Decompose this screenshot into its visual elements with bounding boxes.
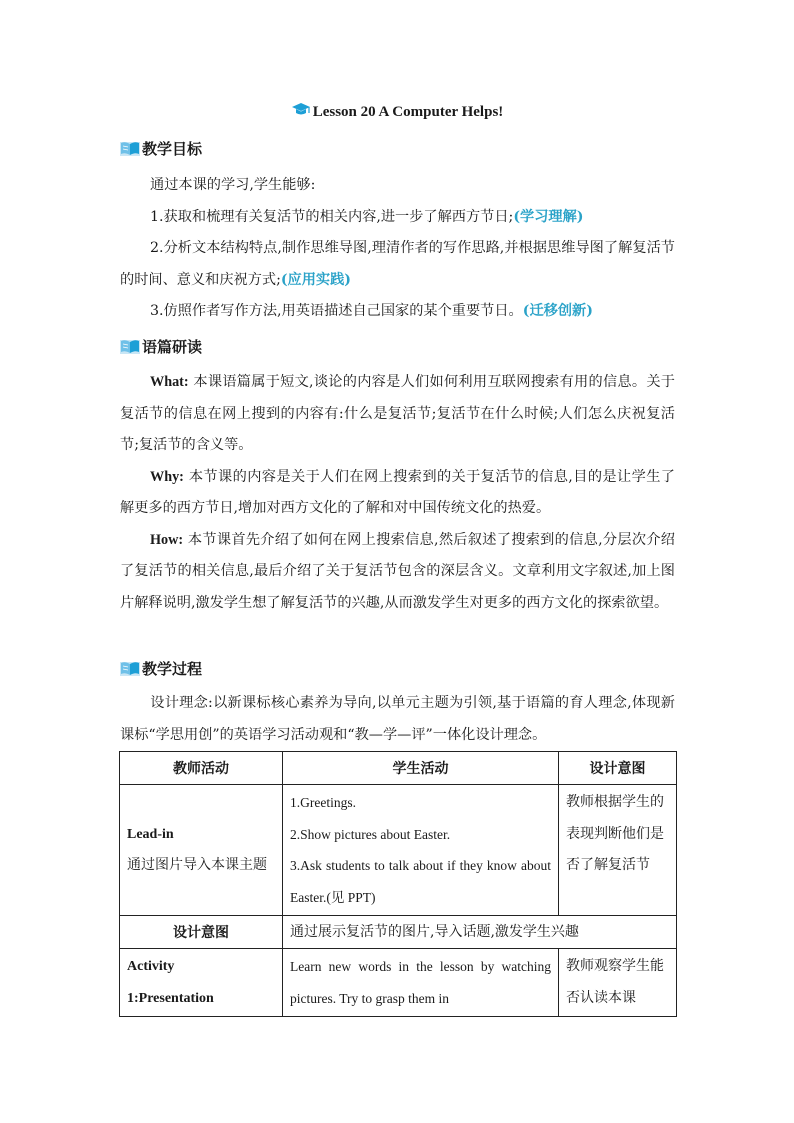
table-header: 教师活动: [120, 752, 283, 785]
table-cell: [283, 785, 559, 916]
table-row: [120, 949, 677, 1017]
lesson-title: [0, 102, 794, 123]
goal-tag: (迁移创新): [522, 303, 593, 319]
student-step: 3.Ask students to talk about if they know about Easter.(见 PPT): [290, 858, 551, 905]
leadin-desc: 通过图片导入本课主题: [127, 857, 267, 873]
goal-item-1: 1.获取和梳理有关复活节的相关内容,进一步了解西方节日;(学习理解): [150, 208, 584, 225]
table-cell: [120, 785, 283, 916]
section-heading-text: 语篇研读: [142, 337, 203, 356]
goal-item-3: 3.仿照作者写作方法,用英语描述自己国家的某个重要节日。(迁移创新): [150, 303, 593, 319]
section-heading-process: [120, 657, 202, 679]
table-cell: [559, 949, 677, 1017]
intent-text: 教师观察学生能否认读本课: [566, 958, 664, 1006]
section-heading-goals: [120, 137, 202, 159]
goals-block: [120, 170, 675, 328]
open-book-icon: [120, 140, 140, 156]
open-book-icon: [120, 660, 140, 676]
goals-intro: 通过本课的学习,学生能够:: [150, 177, 316, 193]
section-heading-reading: [120, 335, 202, 357]
section-heading-text: 教学过程: [142, 659, 203, 678]
activity-label: Activity 1:Presentation: [127, 959, 214, 1006]
activity-student-text: Learn new words in the lesson by watching pictures. Try to grasp them in: [290, 959, 551, 1006]
open-book-icon: [120, 338, 140, 354]
graduation-cap-icon: [291, 102, 311, 123]
table-row: [120, 785, 677, 916]
reading-block: [120, 367, 675, 619]
section-heading-text: 教学目标: [142, 139, 203, 158]
what-paragraph: What: 本课语篇属于短文,谈论的内容是人们如何利用互联网搜索有用的信息。关于复活节的信息在网上搜到的内容有:什么是复活节;复活节在什么时候;人们怎么庆祝复活节;复活节的含义等。: [120, 374, 675, 453]
goal-tag: (应用实践): [280, 271, 352, 288]
student-step: 1.Greetings.: [290, 795, 356, 810]
table-cell: [559, 785, 677, 916]
goal-item-2: 2.分析文本结构特点,制作思维导图,理清作者的写作思路,并根据思维导图了解复活节的时间、意义和庆祝方式;(应用实践): [120, 240, 675, 288]
process-intro: 设计理念:以新课标核心素养为导向,以单元主题为引领,基于语篇的育人理念,体现新课标“学思用创”的英语学习活动观和“教—学—评”一体化设计理念。: [120, 695, 675, 743]
table-cell: [283, 916, 677, 949]
leadin-label: Lead-in: [127, 827, 174, 842]
design-label-cell: 设计意图: [120, 916, 283, 949]
table-header: 设计意图: [559, 752, 677, 785]
how-paragraph: How: 本节课首先介绍了如何在网上搜索信息,然后叙述了搜索到的信息,分层次介绍了复活节的相关信息,最后介绍了关于复活节包含的深层含义。文章利用文字叙述,加上图片解释说明,激发学生想了解复活节的兴趣,从而激发学生对更多的西方文化的探索欲望。: [120, 531, 675, 611]
student-step: 2.Show pictures about Easter.: [290, 826, 451, 842]
goal-tag: (学习理解): [513, 208, 584, 225]
table-header: 学生活动: [283, 752, 559, 785]
table-cell: [283, 949, 559, 1017]
table-header-row: [120, 752, 677, 785]
intent-text: 教师根据学生的表现判断他们是否了解复活节: [566, 794, 664, 873]
why-paragraph: Why: 本节课的内容是关于人们在网上搜索到的关于复活节的信息,目的是让学生了解更多的西方节日,增加对西方文化的了解和对中国传统文化的热爱。: [120, 468, 675, 516]
lesson-title-text: Lesson 20 A Computer Helps!: [312, 104, 504, 120]
table-cell: [120, 949, 283, 1017]
teaching-process-table: [119, 751, 677, 1017]
design-text: 通过展示复活节的图片,导入话题,激发学生兴趣: [290, 924, 579, 940]
table-row: [120, 916, 677, 949]
